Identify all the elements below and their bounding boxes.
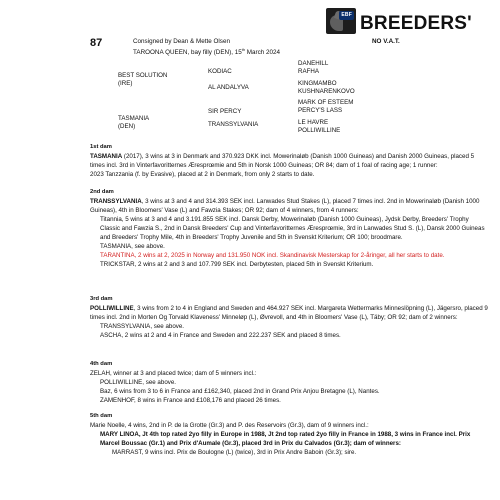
fourth-dam-section [90,360,490,406]
produce-marrast: MARRAST, 9 wins incl. Prix de Boulogne (L) (twice), 3rd in Prix Andre Baboin (Gr.3); sire. [112,449,357,457]
pedigree-sire: BEST SOLUTION (IRE) [118,72,168,88]
pedigree-ds-dam: PERCY'S LASS [298,107,343,114]
brand-wordmark: BREEDERS' [360,13,472,34]
pedigree-dam: TASMANIA (DEN) [118,115,150,131]
pedigree-dam-dam: TRANSSYLVANIA [208,121,259,128]
pedigree-ss-dam: RAFHA [298,68,319,75]
first-dam-produce: 2023 Tanzzania (f. by Evasive), placed at 2 in Denmark, from only 2 starts to date. [90,171,315,179]
consignor: Consigned by Dean & Mette Olsen [133,38,230,45]
produce-polliwilline: POLLIWILLINE, see above. [100,379,177,387]
pedigree-dd-dam: POLLIWILLINE [298,127,341,134]
ebf-badge: EBF [341,12,352,18]
fifth-dam-marie: Marie Noelle, 4 wins, 2nd in P. de la Grotte (Gr.3) and P. des Reservoirs (Gr.3), dam of 9 winners incl.: [90,422,369,430]
pedigree-sd-dam: KUSHNARENKOVO [298,88,355,95]
pedigree-ss-sire: DANEHILL [298,60,329,67]
second-dam-section [90,188,490,270]
first-dam-title: 1st dam [90,144,112,150]
third-dam-section [90,295,490,341]
pedigree-sire-dam: AL ANDALYVA [208,84,249,91]
fifth-dam-section [90,412,490,458]
fourth-dam-zelah: ZELAH, winner at 3 and placed twice; dam of 5 winners incl.: [90,370,257,378]
produce-mary-linoa: MARY LINOA, Jt 4th top rated 2yo filly in Europe in 1988, Jt 2nd top rated 2yo filly in France in 1988, 3 wins in France incl. Prix Marcel Boussac (Gr.1) and Prix d'Aumale (Gr.3), placed 3rd in Prix du Calvados (Gr.3); dam of winners: [100,431,471,448]
produce-baz: Baz, 6 wins from 3 to 6 in France and £162,340, placed 2nd in Grand Prix Anjou Bretagne (L), Nantes. [100,388,380,396]
produce-tasmania: TASMANIA, see above. [100,243,165,251]
produce-titannia: Titannia, 5 wins at 3 and 4 and 3.191.855 SEK incl. Dansk Derby, Mowerinaløb (Danish 1000 Guineas), Jydsk Derby, Breeders' Trophy Classic and Fawzia S., 2nd in Dansk Breeders' Cup and Vinterfavoritternes Æresprœmie, 3rd in Lanwades Stud S. (L), Dansk 2000 Guineas and Breeders' Trophy Mile, 4th in Breeders' Trophy Juvenile and 5th in Svenskt Kriterium; OR 100; broodmare. [100,216,485,242]
first-dam-text: TASMANIA (2017), 3 wins at 3 in Denmark and 370.923 DKK incl. Mowerinaløb (Danish 1000 Guineas) and Danish 2000 Guineas, placed 5 times incl. 3rd in Vinterfavoritternes Æresprœmie and 5th in Norsk 1000 Guineas; OR 84; dam of 1 foal of racing age; 1 runner: [90,153,475,170]
produce-transsylvania: TRANSSYLVANIA, see above. [100,323,185,331]
first-dam-section [90,143,490,180]
lot-number: 87 [90,37,103,49]
pedigree-dd-sire: LE HAVRE [298,119,329,126]
third-dam-title: 3rd dam [90,296,113,302]
horse-head-icon [326,8,356,34]
pedigree-ds-sire: MARK OF ESTEEM [298,99,354,106]
pedigree-sd-sire: KINGMAMBO [298,80,337,87]
produce-tarantina: TARANTINA, 2 wins at 2, 2025 in Norway and 131.950 NOK incl. Skandinavisk Mesterskap for 2-åringer, all her starts to date. [100,252,445,260]
third-dam-text: POLLIWILLINE, 3 wins from 2 to 4 in England and Sweden and 464.927 SEK incl. Margareta Wettermarks Minneslöpning (L), Jägersro, placed 9 times incl. 2nd in Morten Og Torvald Klaveness' Minneløp (L), Øvrevoll, and 4th in Bloomers' Vase (L), Täby; OR 92; dam of 2 winners: [90,305,488,322]
second-dam-title: 2nd dam [90,189,114,195]
second-dam-text: TRANSSYLVANIA, 3 wins at 3 and 4 and 314.393 SEK incl. Lanwades Stud Stakes (L), placed 7 times incl. 2nd in Mowerinaløb (Danish 1000 Guineas), 4th in Bloomers' Vase (L) and Fawzia Stakes; OR 92; dam of 4 winners, from 4 runners: [90,198,480,215]
pedigree-sire-sire: KODIAC [208,68,232,75]
pedigree-dam-sire: SIR PERCY [208,108,242,115]
fourth-dam-title: 4th dam [90,361,113,367]
produce-trickstar: TRICKSTAR, 2 wins at 2 and 3 and 107.799 SEK incl. Derbytesten, placed 5th in Svenskt Kriterium. [100,261,374,269]
produce-zamenhof: ZAMENHOF, 8 wins in France and £108,176 and placed 26 times. [100,397,281,405]
produce-ascha: ASCHA, 2 wins at 2 and 4 in France and Sweden and 222.237 SEK and placed 8 times. [100,332,341,340]
fifth-dam-title: 5th dam [90,413,113,419]
ebf-breeders-logo [326,8,491,34]
vat-status: NO V.A.T. [372,38,400,45]
horse-title: TAROONA QUEEN, bay filly (DEN), 15th March 2024 [133,47,281,57]
